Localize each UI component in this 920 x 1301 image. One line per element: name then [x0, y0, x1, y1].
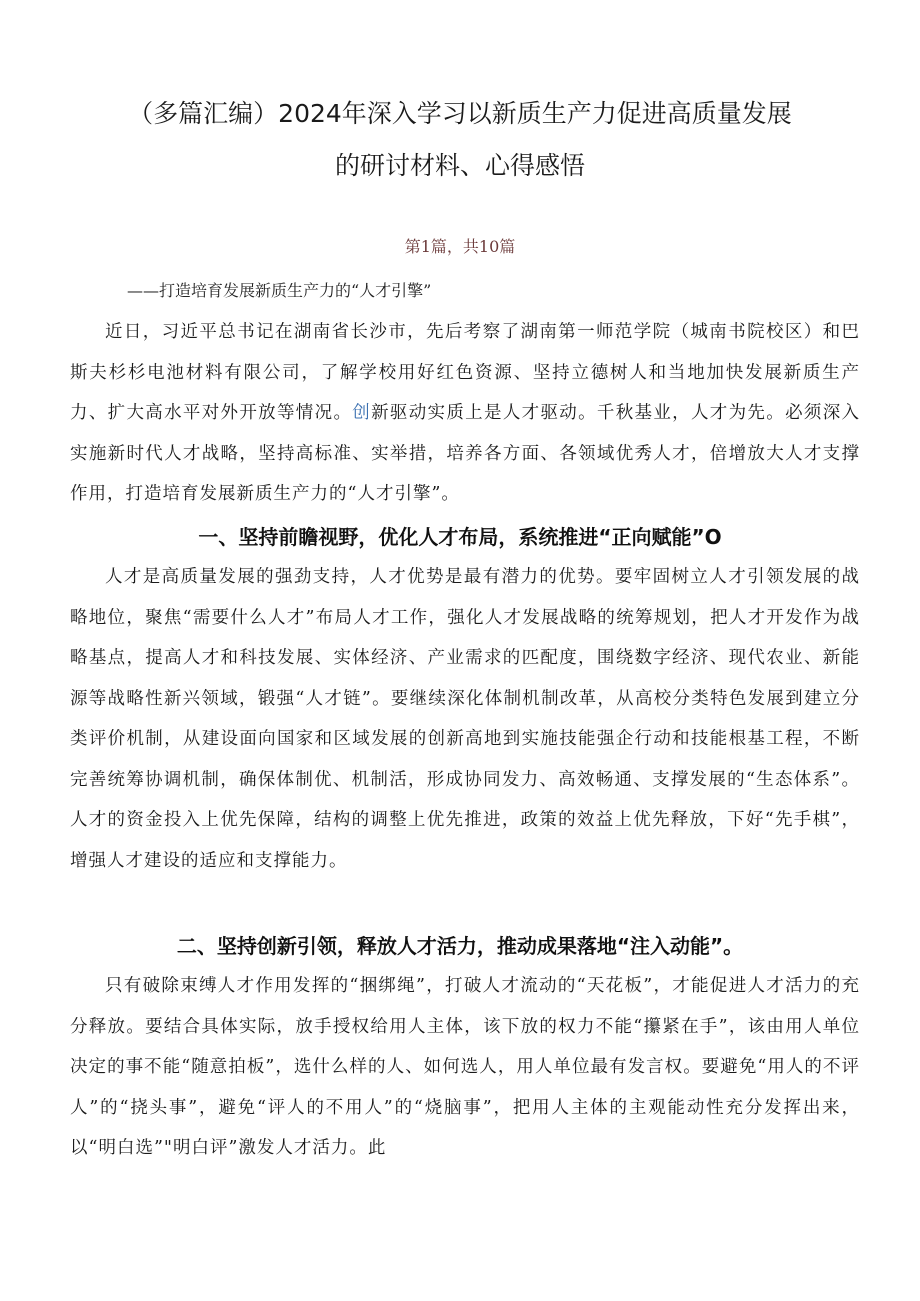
- article-subtitle: ——打造培育发展新质生产力的“人才引擎”: [127, 281, 432, 300]
- paragraph-intro-part-a: 近日，习近平总书记在湖南省长沙市，先后考察了湖南第一师范学院（城南书院校区）和巴斯夫杉杉电池材料有限公司，了解学校用好红色资源、坚持立德树人和当地加快发展新质生产力、扩大高水平对外开放等情况。: [70, 322, 860, 423]
- section-heading-2: 二、坚持创新引领，释放人才活力，推动成果落地“注入动能”。: [176, 934, 744, 958]
- document-title: [80, 88, 840, 192]
- part-label: 第1篇，共10篇: [404, 237, 516, 256]
- title-line-2: 的研讨材料、心得感悟: [334, 151, 585, 180]
- section-heading-1: 一、坚持前瞻视野，优化人才布局，系统推进“正向赋能”O: [198, 525, 722, 549]
- title-line-1: （多篇汇编）2024年深入学习以新质生产力促进高质量发展: [128, 99, 792, 128]
- paragraph-section-2: 只有破除束缚人才作用发挥的“捆绑绳”，打破人才流动的“天花板”，才能促进人才活力的充分释放。要结合具体实际，放手授权给用人主体，该下放的权力不能“攥紧在手”，该由用人单位决定的事不能“随意拍板”，选什么样的人、如何选人，用人单位最有发言权。要避免“用人的不评人”的“挠头事”，避免“评人的不用人”的“烧脑事”，把用人主体的主观能动性充分发挥出来，以“明白选”"明白评”激发人才活力。此: [70, 976, 860, 1158]
- paragraph-intro: [70, 312, 860, 515]
- highlighted-character: 创: [352, 403, 372, 423]
- paragraph-intro-part-b: 新驱动实质上是人才驱动。千秋基业，人才为先。必须深入实施新时代人才战略，坚持高标准、实举措，培养各方面、各领域优秀人才，倍增放大人才支撑作用，打造培育发展新质生产力的“人才引擎”。: [70, 403, 861, 504]
- paragraph-section-1: 人才是高质量发展的强劲支持，人才优势是最有潜力的优势。要牢固树立人才引领发展的战略地位，聚焦“需要什么人才”布局人才工作，强化人才发展战略的统筹规划，把人才开发作为战略基点，提高人才和科技发展、实体经济、产业需求的匹配度，围绕数字经济、现代农业、新能源等战略性新兴领域，锻强“人才链”。要继续深化体制机制改革，从高校分类特色发展到建立分类评价机制，从建设面向国家和区域发展的创新高地到实施技能强企行动和技能根基工程，不断完善统筹协调机制，确保体制优、机制活，形成协同发力、高效畅通、支撑发展的“生态体系”。人才的资金投入上优先保障，结构的调整上优先推进，政策的效益上优先释放，下好“先手棋”，增强人才建设的适应和支撑能力。: [70, 567, 860, 871]
